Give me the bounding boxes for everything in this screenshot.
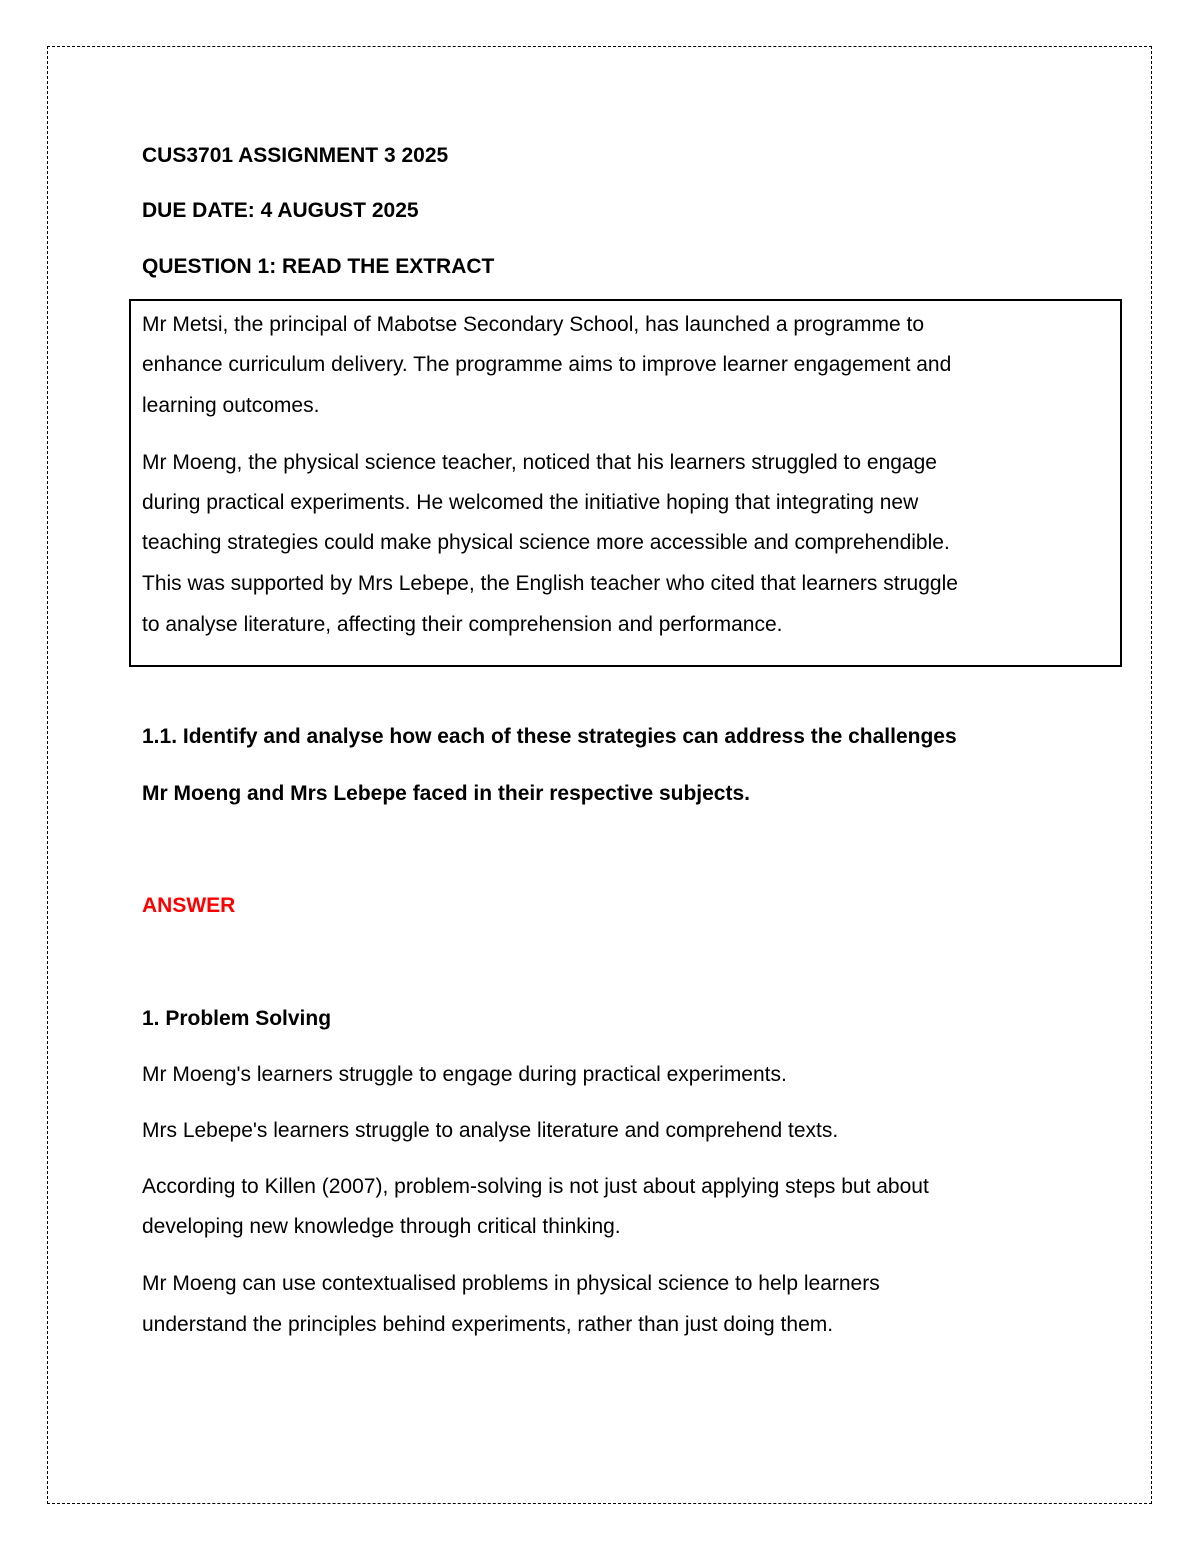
section-heading: 1. Problem Solving xyxy=(142,1007,332,1030)
extract-line: to analyse literature, affecting their comprehension and performance. xyxy=(142,613,783,636)
extract-line: Mr Moeng, the physical science teacher, noticed that his learners struggled to engage xyxy=(142,451,937,474)
answer-line: Mr Moeng's learners struggle to engage during practical experiments. xyxy=(142,1063,787,1086)
assignment-title: CUS3701 ASSIGNMENT 3 2025 xyxy=(142,144,449,167)
answer-line: developing new knowledge through critical thinking. xyxy=(142,1215,621,1238)
extract-line: teaching strategies could make physical science more accessible and comprehendible. xyxy=(142,531,950,554)
answer-line: According to Killen (2007), problem-solving is not just about applying steps but about xyxy=(142,1175,929,1198)
extract-line: learning outcomes. xyxy=(142,394,320,417)
extract-line: during practical experiments. He welcomed the initiative hoping that integrating new xyxy=(142,491,919,514)
extract-line: Mr Metsi, the principal of Mabotse Secondary School, has launched a programme to xyxy=(142,313,925,336)
extract-line: enhance curriculum delivery. The programme aims to improve learner engagement and xyxy=(142,353,952,376)
answer-line: Mrs Lebepe's learners struggle to analyse literature and comprehend texts. xyxy=(142,1119,839,1142)
question-1-1-line: Mr Moeng and Mrs Lebepe faced in their respective subjects. xyxy=(142,782,750,805)
answer-line: Mr Moeng can use contextualised problems in physical science to help learners xyxy=(142,1272,880,1295)
answer-label: ANSWER xyxy=(142,894,236,917)
question-heading: QUESTION 1: READ THE EXTRACT xyxy=(142,255,495,278)
extract-line: This was supported by Mrs Lebepe, the English teacher who cited that learners struggle xyxy=(142,572,958,595)
question-1-1-line: 1.1. Identify and analyse how each of these strategies can address the challenges xyxy=(142,725,957,748)
answer-line: understand the principles behind experiments, rather than just doing them. xyxy=(142,1313,834,1336)
due-date: DUE DATE: 4 AUGUST 2025 xyxy=(142,199,419,222)
